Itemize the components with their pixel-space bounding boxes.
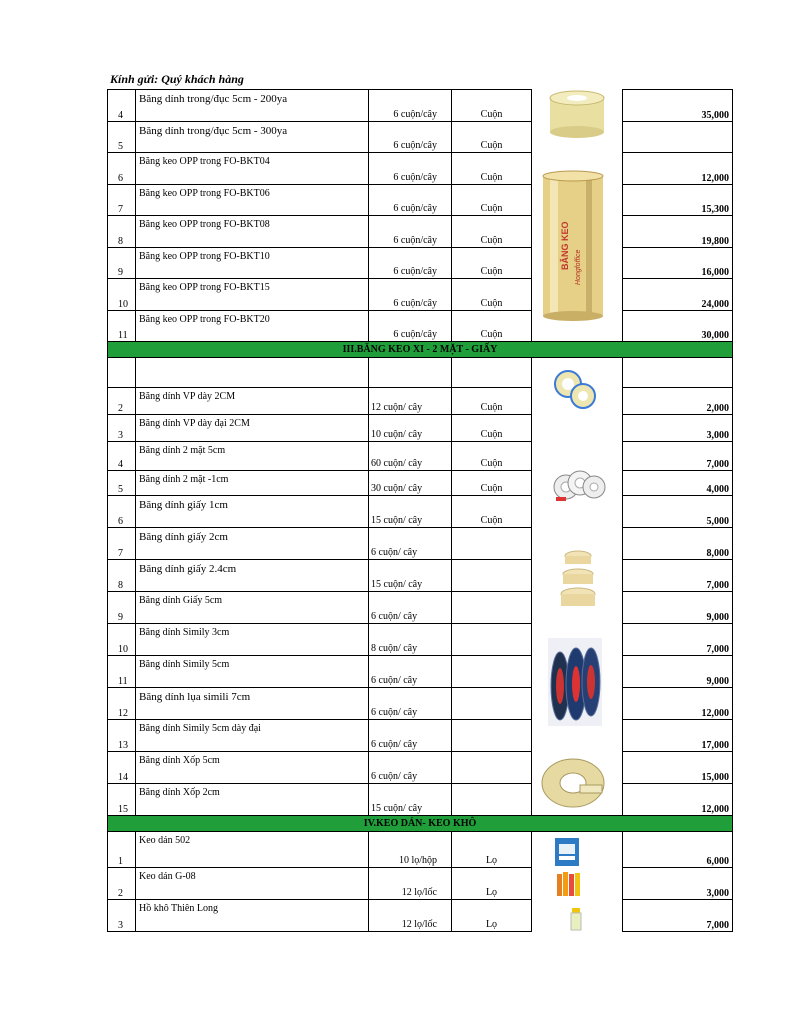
masking-tape-icon (558, 548, 598, 612)
price: 8,000 (623, 528, 733, 560)
pack-size: 6 cuộn/ cây (369, 656, 452, 688)
product-name (136, 358, 369, 388)
pack-size: 6 cuộn/ cây (369, 528, 452, 560)
table-row (108, 388, 733, 415)
table-row (108, 216, 733, 248)
row-number: 10 (108, 624, 136, 656)
clear-tape-roll-icon (548, 90, 606, 138)
price: 15,300 (623, 185, 733, 216)
unit: Cuộn (452, 311, 532, 342)
unit: Lọ (452, 868, 532, 900)
product-name: Băng dính Xốp 2cm (136, 784, 369, 816)
price: 35,000 (623, 90, 733, 122)
row-number: 7 (108, 185, 136, 216)
opp-tape-stack-icon (540, 170, 606, 322)
pack-size: 12 lọ/lốc (369, 900, 452, 932)
table-row (108, 900, 733, 932)
product-name: Băng keo OPP trong FO-BKT20 (136, 311, 369, 342)
product-name: Băng keo OPP trong FO-BKT08 (136, 216, 369, 248)
unit (452, 752, 532, 784)
pack-size: 15 cuộn/ cây (369, 496, 452, 528)
pack-size: 6 cuộn/ cây (369, 752, 452, 784)
row-number: 4 (108, 90, 136, 122)
price: 24,000 (623, 279, 733, 311)
pack-size: 12 cuộn/ cây (369, 388, 452, 415)
tape-roll-label: BĂNG KEO (560, 221, 570, 270)
simily-tape-icon (548, 638, 602, 726)
unit: Cuộn (452, 415, 532, 442)
section-title-4: IV.KEO DÁN- KEO KHÔ (108, 816, 733, 832)
table-row (108, 528, 733, 560)
row-number: 3 (108, 900, 136, 932)
unit (452, 656, 532, 688)
pack-size: 10 cuộn/ cây (369, 415, 452, 442)
product-name: Hồ khô Thiên Long (136, 900, 369, 932)
glue-502-icon (553, 836, 581, 868)
unit: Cuộn (452, 216, 532, 248)
pack-size: 6 cuộn/cây (369, 153, 452, 185)
product-name: Băng dính trong/đục 5cm - 200ya (136, 90, 369, 122)
pack-size: 6 cuộn/cây (369, 248, 452, 279)
pack-size: 6 cuộn/cây (369, 122, 452, 153)
table-row (108, 311, 733, 342)
unit (452, 784, 532, 816)
pack-size: 6 cuộn/cây (369, 90, 452, 122)
row-number: 6 (108, 496, 136, 528)
price: 2,000 (623, 388, 733, 415)
unit (452, 592, 532, 624)
row-number: 8 (108, 560, 136, 592)
table-row (108, 415, 733, 442)
unit: Cuộn (452, 90, 532, 122)
table-row (108, 720, 733, 752)
product-name: Băng keo OPP trong FO-BKT06 (136, 185, 369, 216)
price: 12,000 (623, 688, 733, 720)
table-row (108, 624, 733, 656)
table-row (108, 688, 733, 720)
product-name: Băng dính 2 mặt -1cm (136, 471, 369, 496)
price: 3,000 (623, 415, 733, 442)
table-row (108, 122, 733, 153)
unit: Cuộn (452, 122, 532, 153)
double-sided-tape-icon (552, 463, 606, 511)
image-cell (532, 415, 623, 442)
row-number: 2 (108, 388, 136, 415)
table-row (108, 153, 733, 185)
row-number: 8 (108, 216, 136, 248)
glue-stick-icon (569, 907, 583, 931)
table-row (108, 442, 733, 471)
row-number: 9 (108, 248, 136, 279)
tape-brand-label: Hongfoffice (575, 249, 582, 285)
product-name: Băng dính Xốp 5cm (136, 752, 369, 784)
product-name: Băng dính giấy 1cm (136, 496, 369, 528)
price: 9,000 (623, 656, 733, 688)
product-name: Keo dán 502 (136, 832, 369, 868)
product-name: Băng dính giấy 2.4cm (136, 560, 369, 592)
row-number: 10 (108, 279, 136, 311)
price: 16,000 (623, 248, 733, 279)
row-number: 4 (108, 442, 136, 471)
unit: Cuộn (452, 248, 532, 279)
price: 30,000 (623, 311, 733, 342)
pack-size: 6 cuộn/cây (369, 279, 452, 311)
price: 7,000 (623, 624, 733, 656)
product-name: Keo dán G-08 (136, 868, 369, 900)
unit: Cuộn (452, 471, 532, 496)
table-row (108, 784, 733, 816)
price: 3,000 (623, 868, 733, 900)
table-row (108, 248, 733, 279)
unit: Cuộn (452, 442, 532, 471)
price: 12,000 (623, 784, 733, 816)
table-row (108, 185, 733, 216)
table-row (108, 752, 733, 784)
price: 17,000 (623, 720, 733, 752)
price: 4,000 (623, 471, 733, 496)
table-row (108, 279, 733, 311)
row-number: 11 (108, 311, 136, 342)
unit: Cuộn (452, 279, 532, 311)
pack-size (369, 358, 452, 388)
price: 7,000 (623, 442, 733, 471)
pack-size: 30 cuộn/ cây (369, 471, 452, 496)
price: 7,000 (623, 900, 733, 932)
product-name: Băng dính 2 mặt 5cm (136, 442, 369, 471)
row-number: 12 (108, 688, 136, 720)
row-number: 5 (108, 122, 136, 153)
price: 5,000 (623, 496, 733, 528)
product-name: Băng dính Simily 3cm (136, 624, 369, 656)
price: 6,000 (623, 832, 733, 868)
unit (452, 624, 532, 656)
row-number: 2 (108, 868, 136, 900)
table-row (108, 656, 733, 688)
unit (452, 528, 532, 560)
table-row (108, 560, 733, 592)
price-table (107, 89, 733, 932)
unit: Cuộn (452, 388, 532, 415)
product-name: Băng dính Simily 5cm dày đại (136, 720, 369, 752)
unit (452, 688, 532, 720)
row-number: 5 (108, 471, 136, 496)
pack-size: 15 cuộn/ cây (369, 784, 452, 816)
pack-size: 12 lọ/lốc (369, 868, 452, 900)
product-name: Băng dính VP dày đại 2CM (136, 415, 369, 442)
product-name: Băng dính Giấy 5cm (136, 592, 369, 624)
price: 9,000 (623, 592, 733, 624)
pack-size: 6 cuộn/cây (369, 185, 452, 216)
product-name: Băng dính Simily 5cm (136, 656, 369, 688)
pack-size: 6 cuộn/ cây (369, 592, 452, 624)
row-number: 11 (108, 656, 136, 688)
row-number: 7 (108, 528, 136, 560)
pack-size: 6 cuộn/ cây (369, 688, 452, 720)
price: 19,800 (623, 216, 733, 248)
unit (452, 560, 532, 592)
pack-size: 6 cuộn/cây (369, 311, 452, 342)
pack-size: 60 cuộn/ cây (369, 442, 452, 471)
row-number: 15 (108, 784, 136, 816)
price: 12,000 (623, 153, 733, 185)
table-row (108, 496, 733, 528)
pack-size: 15 cuộn/ cây (369, 560, 452, 592)
table-row (108, 832, 733, 868)
table-row (108, 90, 733, 122)
pack-size: 6 cuộn/cây (369, 216, 452, 248)
row-number: 3 (108, 415, 136, 442)
unit (452, 720, 532, 752)
section-title-3: III.BĂNG KEO XI - 2 MẶT - GIẤY (108, 342, 733, 358)
price (623, 358, 733, 388)
product-name: Băng dính VP dày 2CM (136, 388, 369, 415)
row-number: 6 (108, 153, 136, 185)
table-row (108, 868, 733, 900)
foam-tape-icon (540, 755, 606, 811)
unit (452, 358, 532, 388)
row-number: 1 (108, 832, 136, 868)
row-number: 13 (108, 720, 136, 752)
unit: Lọ (452, 832, 532, 868)
product-name: Băng dính giấy 2cm (136, 528, 369, 560)
price: 15,000 (623, 752, 733, 784)
greeting: Kính gửi: Quý khách hàng (110, 72, 244, 86)
product-name: Băng keo OPP trong FO-BKT10 (136, 248, 369, 279)
row-number (108, 358, 136, 388)
unit: Lọ (452, 900, 532, 932)
office-tape-icon (552, 366, 598, 412)
unit: Cuộn (452, 153, 532, 185)
table-row (108, 592, 733, 624)
pack-size: 10 lọ/hộp (369, 832, 452, 868)
table-row (108, 471, 733, 496)
unit: Cuộn (452, 185, 532, 216)
product-name: Băng keo OPP trong FO-BKT15 (136, 279, 369, 311)
product-name: Băng dính trong/đục 5cm - 300ya (136, 122, 369, 153)
unit: Cuộn (452, 496, 532, 528)
pack-size: 6 cuộn/ cây (369, 720, 452, 752)
pack-size: 8 cuộn/ cây (369, 624, 452, 656)
row-number: 9 (108, 592, 136, 624)
table-row (108, 358, 733, 388)
price: 7,000 (623, 560, 733, 592)
product-name: Băng keo OPP trong FO-BKT04 (136, 153, 369, 185)
row-number: 14 (108, 752, 136, 784)
glue-g08-icon (556, 870, 584, 900)
price (623, 122, 733, 153)
product-name: Băng dính lụa simili 7cm (136, 688, 369, 720)
